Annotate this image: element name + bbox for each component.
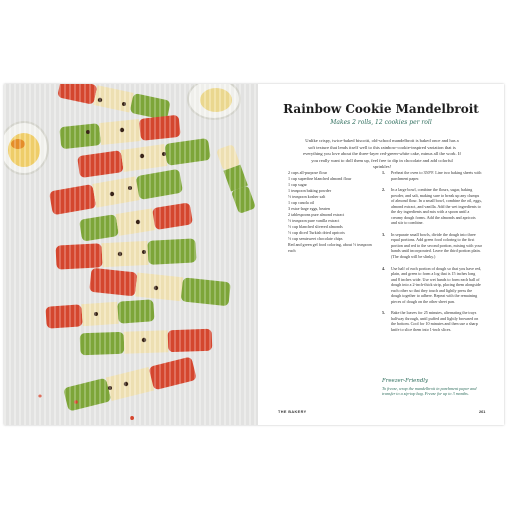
step-list xyxy=(382,170,482,338)
step-item xyxy=(382,310,482,332)
ingredient-item: 1 teaspoon baking powder xyxy=(288,188,332,193)
step-number: 1. xyxy=(382,170,386,175)
page-number: 261 xyxy=(479,410,486,414)
step-item xyxy=(382,266,482,305)
step-number: 4. xyxy=(382,265,386,271)
ingredient-item: Red and green gel food coloring, about ½ teaspoon each xyxy=(288,242,372,253)
step-item xyxy=(382,187,482,226)
ingredient-item: 1 cup canola oil xyxy=(288,200,315,205)
step-item xyxy=(382,232,482,260)
wood-grain-texture xyxy=(4,84,258,425)
step-text: In a large bowl, combine the flours, sugar, baking powder, and salt, making sure to break up any clumps of almond flour. In a small bowl, combine the oil, eggs, almond extract, and vanilla. Add the wet ingredients to the dry ingredients and mix with a spoon until a creamy dough forms. Add the almonds and apricots and stir to combine. xyxy=(391,187,482,226)
ingredient-item: 3 extra-large eggs, beaten xyxy=(288,206,330,211)
step-number: 2. xyxy=(382,187,386,193)
book-spread xyxy=(4,84,504,425)
ingredient-item: 1 cup superfine blanched almond flour xyxy=(288,176,352,181)
recipe-title: Rainbow Cookie Mandelbroit xyxy=(283,102,479,116)
ingredient-item: 2 cups all-purpose flour xyxy=(288,170,327,175)
recipe-photo xyxy=(4,84,258,425)
freezer-note-text: To freeze, wrap the mandelbroit in parchment paper and transfer to a zip-top bag. Freeze for up to 3 months. xyxy=(382,386,477,397)
freezer-note-title: Freezer-Friendly xyxy=(382,378,429,384)
recipe-page xyxy=(258,84,504,425)
recipe-intro: Unlike crispy, twice-baked biscotti, old-school mandelbroit is baked once and has a soft texture that lends itself well to this rainbow-cookie-inspired variation that is everything you love about the three-layer red-green-white cake, minus all the work. If you really want to doll them up, feel free to dip in chocolate and add colorful sprinkles! xyxy=(303,138,461,170)
ingredient-item: 1 cup sugar xyxy=(288,182,307,187)
ingredient-item: ½ cup semisweet chocolate chips xyxy=(288,236,343,241)
ingredient-list xyxy=(288,170,376,254)
recipe-yield: Makes 2 rolls, 12 cookies per roll xyxy=(330,119,432,126)
step-number: 5. xyxy=(382,310,386,316)
step-item xyxy=(382,170,482,181)
ingredient-item: ½ teaspoon pure vanilla extract xyxy=(288,218,340,223)
step-number: 3. xyxy=(382,231,386,237)
ingredient-item: 2 tablespoons pure almond extract xyxy=(288,212,345,217)
step-text: In separate small bowls, divide the dough into three equal portions. Add green food coloring to the first portion and red to the second portion, mixing with your hands until incorporated. Leave the third portion plain. (The dough will be slinky.) xyxy=(391,231,482,259)
ingredient-item: ½ cup blanched slivered almonds xyxy=(288,224,343,229)
ingredient-item: ½ teaspoon kosher salt xyxy=(288,194,326,199)
step-text: Bake the loaves for 25 minutes, alternating the trays halfway through, until puffed and lightly browned on the bottom. Cool for 10 minutes and then use a sharp knife to slice them into 1-inch slices. xyxy=(391,310,479,332)
step-text: Preheat the oven to 350°F. Line two baking sheets with parchment paper. xyxy=(391,170,482,181)
step-text: Use half of each portion of dough so that you have red, plain, and green to form a log that is 15 inches long and 8 inches wide. Use wet hands to form each ball of dough into a 2-inch-thick strip, placing them alongside each other so that they touch and lightly press the dough together to adhere. Repeat with the remaining pieces of dough on the other sheet pan. xyxy=(391,265,482,304)
running-footer-section: THE BAKERY xyxy=(278,410,307,414)
ingredient-item: ½ cup diced Turkish dried apricots xyxy=(288,230,345,235)
